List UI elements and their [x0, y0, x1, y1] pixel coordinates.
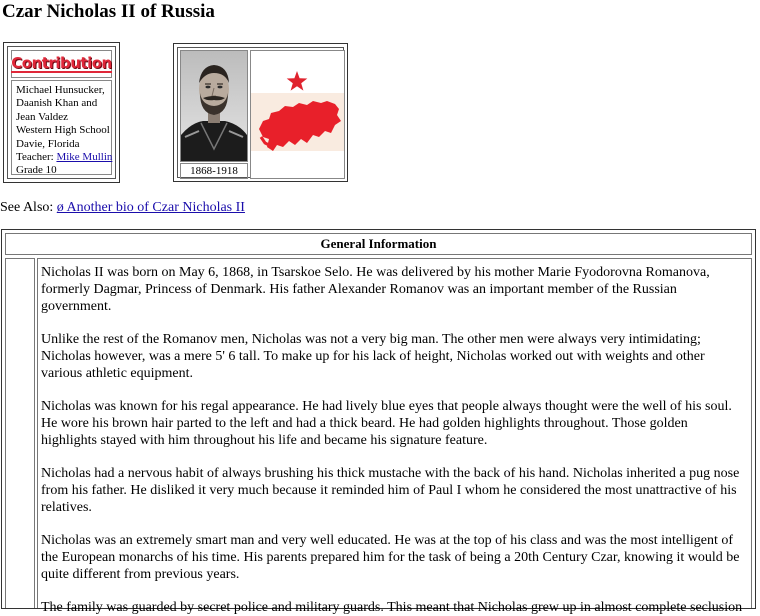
school-line: Western High School: [16, 124, 110, 137]
contribution-logo: Contribution: [11, 54, 112, 72]
contribution-frame: [7, 46, 116, 179]
indent-cell: [5, 258, 35, 608]
contributors-info: [11, 80, 112, 175]
grade-line: Grade 10: [16, 164, 57, 177]
paragraph: The family was guarded by secret police and military guards. This meant that Nicholas grew up in almost complete seclusion: [41, 600, 743, 615]
nicholas-portrait-image: [180, 50, 248, 162]
contributor-line: Michael Hunsucker,: [16, 84, 105, 96]
see-also: [0, 199, 245, 217]
contributor-line: Jean Valdez: [16, 110, 69, 123]
another-bio-link[interactable]: ø Another bio of Czar Nicholas II: [56, 200, 245, 215]
contribution-box: [3, 42, 120, 183]
page-title: Czar Nicholas II of Russia: [2, 1, 215, 22]
section-heading: General Information: [5, 233, 752, 255]
reign-years: 1868-1918: [180, 163, 248, 179]
paragraph: Nicholas II was born on May 6, 1868, in Tsarskoe Selo. He was delivered by his mother Marie Fyodorovna Romanova, formerly Dagmar, Princess of Denmark. His father Alexander Romanov was an important member of the Russian government.: [41, 265, 710, 314]
teacher-line: [16, 151, 113, 164]
location-line: Davie, Florida: [16, 137, 80, 150]
article-body: [37, 258, 752, 615]
portrait-box: [173, 43, 348, 182]
portrait-drawing: [181, 51, 247, 161]
portrait-frame: [177, 47, 344, 178]
paragraph: Unlike the rest of the Romanov men, Nicholas was not a very big man. The other men were always very intimidating; Nicholas however, was a mere 5' 6 tall. To make up for his lack of height, Nicholas worked out with weights and other various athletic equipment.: [41, 332, 705, 381]
teacher-label: Teacher:: [16, 151, 54, 164]
see-also-label: See Also:: [0, 200, 54, 215]
map-drawing: [251, 51, 344, 178]
contribution-logo-cell: [11, 50, 112, 78]
paragraph: Nicholas had a nervous habit of always brushing his thick mustache with the back of his hand. Nicholas inherited a pug nose from his father. He disliked it very much because it reminded him of Paul I whom he considered the most unattractive of his relatives.: [41, 466, 740, 515]
general-information-table: [1, 229, 756, 615]
teacher-link[interactable]: Mike Mullin: [56, 151, 113, 164]
contributor-line: Daanish Khan and: [16, 97, 98, 110]
soviet-map-image: [250, 50, 345, 179]
paragraph: Nicholas was an extremely smart man and very well educated. He was at the top of his class and was the most intelligent of the European monarchs of his time. His parents prepared him for the task of being a 20th Century Czar, knowing it would be quite different from previous years.: [41, 533, 740, 582]
paragraph: Nicholas was known for his regal appearance. He had lively blue eyes that people always thought were the well of his soul. He wore his brown hair parted to the left and had a thick beard. He had golden highlights throughout. Those golden highlights stayed with him throughout his life and became his signature feature.: [41, 399, 732, 448]
